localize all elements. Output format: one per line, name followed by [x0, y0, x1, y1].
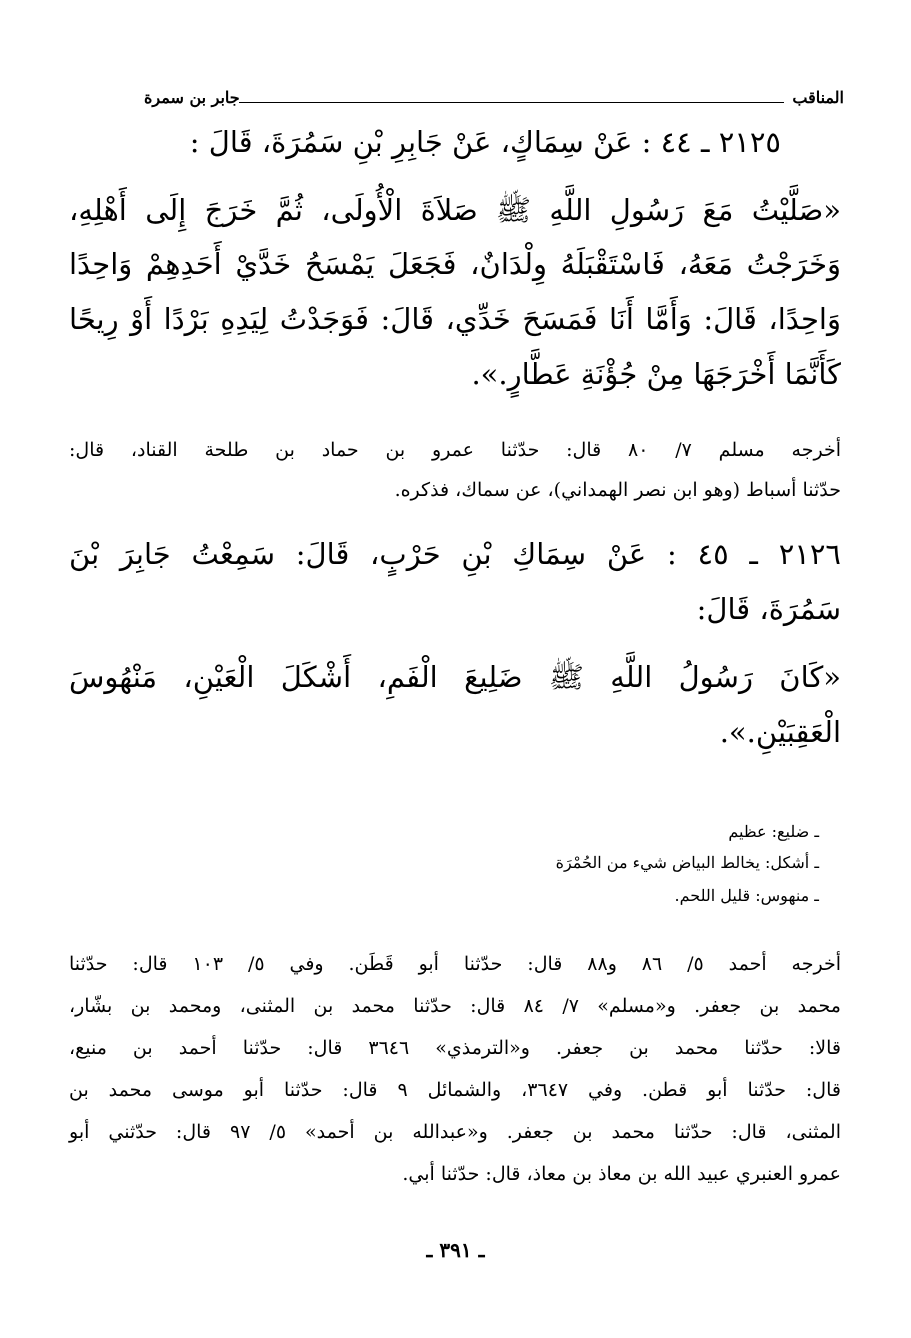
hadith-line: وَاحِدًا، قَالَ: وَأَمَّا أَنَا فَمَسَحَ خَدِّي، قَالَ: فَوَجَدْتُ لِيَدِهِ بَرْدًا أَوْ رِيحًا	[69, 302, 841, 336]
running-header	[144, 88, 844, 114]
takhrij-line: عمرو العنبري عبيد الله بن معاذ بن معاذ، قال: حدّثنا أبي.	[402, 1163, 841, 1185]
chapter-title: جابر بن سمرة	[144, 88, 240, 107]
hadith-line: وَخَرَجْتُ مَعَهُ، فَاسْتَقْبَلَهُ وِلْدَانٌ، فَجَعَلَ يَمْسَحُ خَدَّيْ أَحَدِهِمْ وَاحِدًا	[69, 247, 841, 281]
hadith-line: «كَانَ رَسُولُ اللَّهِ ﷺ ضَلِيعَ الْفَمِ، أَشْكَلَ الْعَيْنِ، مَنْهُوسَ	[69, 660, 841, 694]
takhrij-line: حدّثنا أسباط (وهو ابن نصر الهمداني)، عن سماك، فذكره.	[394, 479, 841, 501]
glossary-item: ـ منهوس: قليل اللحم.	[674, 886, 819, 905]
hadith-line: الْعَقِبَيْنِ.».	[719, 715, 841, 749]
takhrij-line: محمد بن جعفر. و«مسلم» ٧/ ٨٤ قال: حدّثنا محمد بن المثنى، ومحمد بن بشّار،	[69, 995, 841, 1017]
hadith-line: «صَلَّيْتُ مَعَ رَسُولِ اللَّهِ ﷺ صَلاَةَ الْأُولَى، ثُمَّ خَرَجَ إِلَى أَهْلِهِ،	[69, 193, 841, 227]
glossary-item: ـ أشكل: يخالط البياض شيء من الحُمْرَة	[555, 853, 819, 872]
hadith-line: ٢١٢٦ ـ ٤٥ : عَنْ سِمَاكِ بْنِ حَرْبٍ، قَالَ: سَمِعْتُ جَابِرَ بْنَ	[69, 537, 841, 571]
section-title: المناقب	[792, 88, 844, 107]
glossary-item: ـ ضليع: عظيم	[728, 822, 819, 841]
page-number: ـ ٣٩١ ـ	[426, 1238, 485, 1262]
header-rule	[239, 102, 784, 103]
hadith-line: سَمُرَةَ، قَالَ:	[696, 592, 841, 626]
takhrij-line: قالا: حدّثنا محمد بن جعفر. و«الترمذي» ٣٦٤٦ قال: حدّثنا أحمد بن منيع،	[69, 1037, 841, 1059]
takhrij-line: أخرجه أحمد ٥/ ٨٦ و٨٨ قال: حدّثنا أبو قَطَن. وفي ٥/ ١٠٣ قال: حدّثنا	[69, 953, 841, 975]
hadith-line: ٢١٢٥ ـ ٤٤ : عَنْ سِمَاكٍ، عَنْ جَابِرِ بْنِ سَمُرَةَ، قَالَ :	[189, 125, 781, 159]
hadith-line: كَأَنَّمَا أَخْرَجَهَا مِنْ جُؤْنَةِ عَطَّارٍ.».	[471, 357, 841, 391]
takhrij-line: أخرجه مسلم ٧/ ٨٠ قال: حدّثنا عمرو بن حماد بن طلحة القناد، قال:	[69, 439, 841, 461]
takhrij-line: المثنى، قال: حدّثنا محمد بن جعفر. و«عبدالله بن أحمد» ٥/ ٩٧ قال: حدّثني أبو	[69, 1121, 841, 1143]
takhrij-line: قال: حدّثنا أبو قطن. وفي ٣٦٤٧، والشمائل ٩ قال: حدّثنا أبو موسى محمد بن	[69, 1079, 841, 1101]
